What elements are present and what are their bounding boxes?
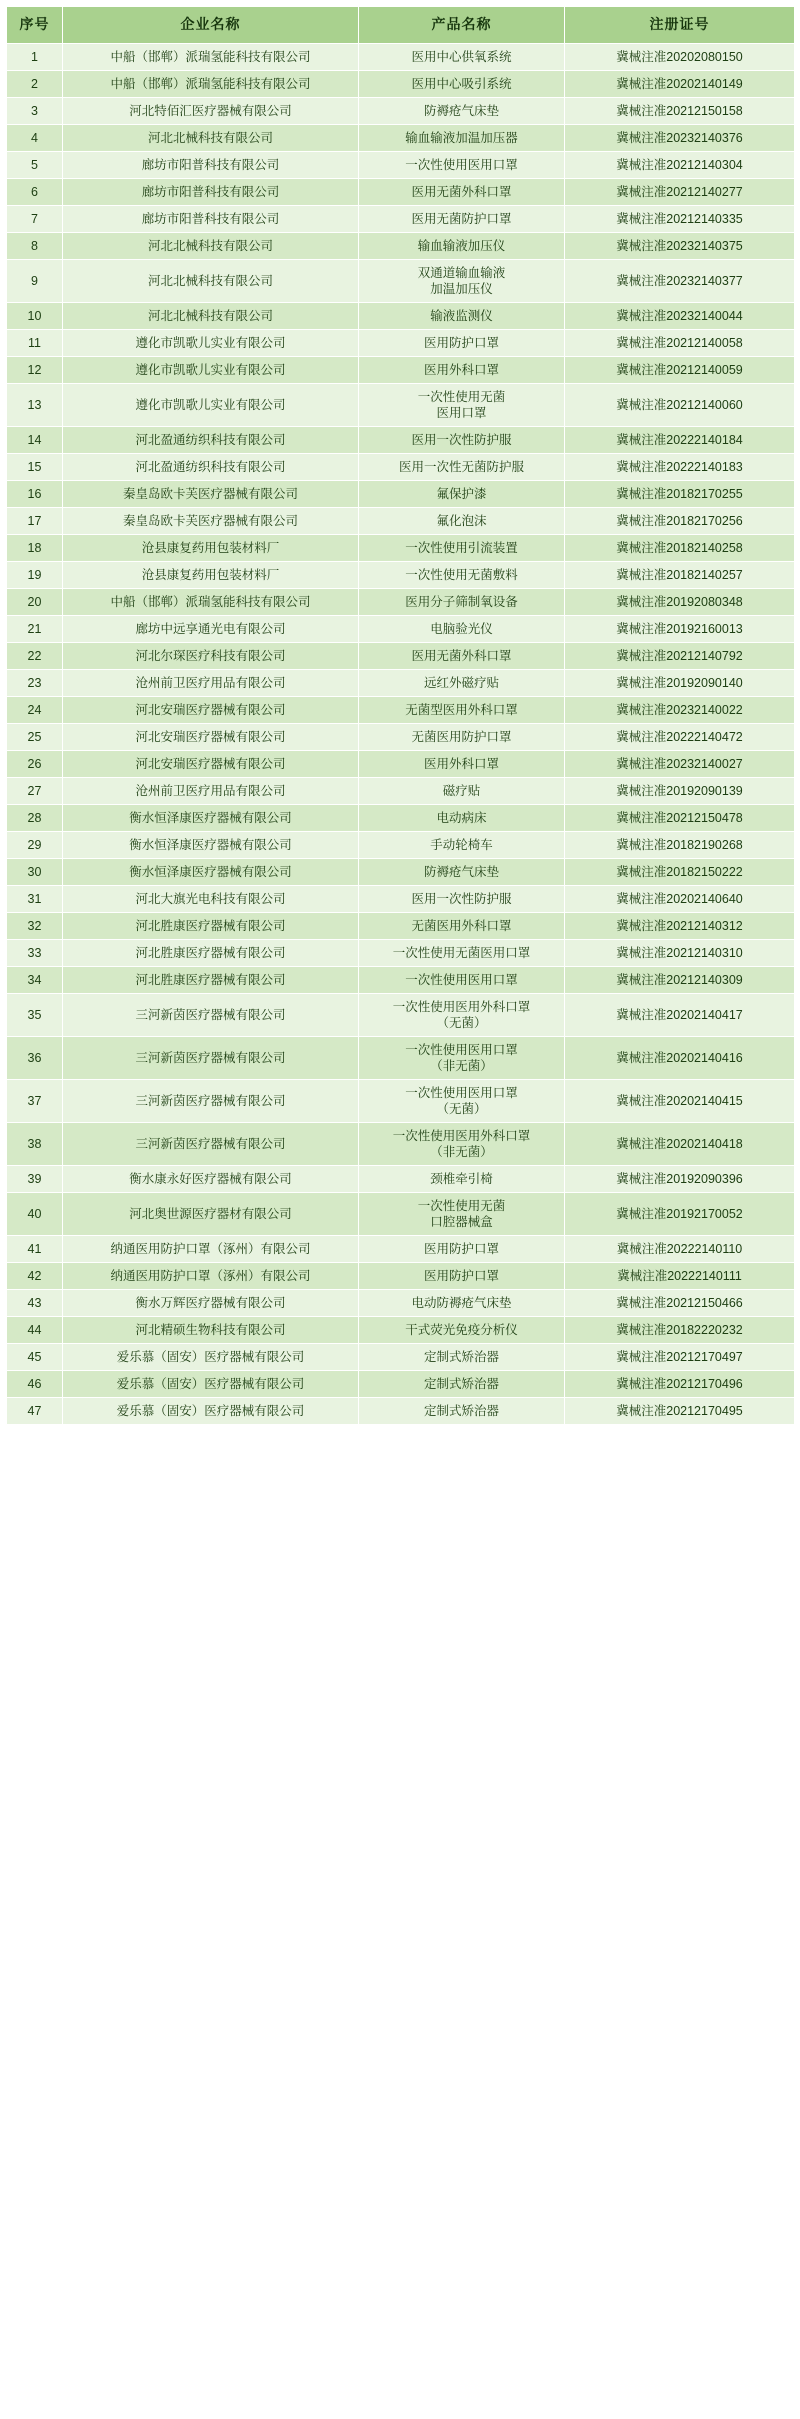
cell-index: 1 [7, 43, 63, 70]
cell-index: 36 [7, 1036, 63, 1079]
cell-registration-number: 冀械注准20182140258 [565, 534, 795, 561]
cell-registration-number: 冀械注准20202140149 [565, 70, 795, 97]
cell-index: 21 [7, 615, 63, 642]
table-header-row [7, 7, 795, 44]
cell-registration-number: 冀械注准20202140416 [565, 1036, 795, 1079]
cell-index: 43 [7, 1289, 63, 1316]
cell-product-name: 定制式矫治器 [359, 1370, 565, 1397]
cell-index: 37 [7, 1079, 63, 1122]
table-row [7, 1079, 795, 1122]
cell-index: 3 [7, 97, 63, 124]
cell-index: 22 [7, 642, 63, 669]
cell-company-name: 河北尔琛医疗科技有限公司 [63, 642, 359, 669]
cell-company-name: 河北特佰汇医疗器械有限公司 [63, 97, 359, 124]
table-row [7, 1165, 795, 1192]
cell-registration-number: 冀械注准20192170052 [565, 1192, 795, 1235]
cell-registration-number: 冀械注准20212150466 [565, 1289, 795, 1316]
cell-company-name: 廊坊市阳普科技有限公司 [63, 205, 359, 232]
cell-product-name: 一次性使用医用口罩 [359, 151, 565, 178]
table-row [7, 1122, 795, 1165]
cell-product-name: 医用一次性防护服 [359, 426, 565, 453]
cell-product-name: 磁疗贴 [359, 777, 565, 804]
cell-index: 30 [7, 858, 63, 885]
cell-company-name: 河北精硕生物科技有限公司 [63, 1316, 359, 1343]
cell-index: 42 [7, 1262, 63, 1289]
cell-company-name: 沧州前卫医疗用品有限公司 [63, 669, 359, 696]
cell-index: 35 [7, 993, 63, 1036]
table-row [7, 453, 795, 480]
cell-product-name: 一次性使用引流装置 [359, 534, 565, 561]
cell-registration-number: 冀械注准20212170497 [565, 1343, 795, 1370]
cell-registration-number: 冀械注准20182190268 [565, 831, 795, 858]
cell-registration-number: 冀械注准20212140312 [565, 912, 795, 939]
cell-product-name: 无菌型医用外科口罩 [359, 696, 565, 723]
cell-company-name: 河北北械科技有限公司 [63, 259, 359, 302]
cell-company-name: 遵化市凯歌儿实业有限公司 [63, 329, 359, 356]
table-row [7, 507, 795, 534]
cell-company-name: 河北胜康医疗器械有限公司 [63, 912, 359, 939]
cell-registration-number: 冀械注准20192160013 [565, 615, 795, 642]
cell-product-name: 输液监测仪 [359, 302, 565, 329]
medical-device-registration-table [6, 6, 795, 1425]
cell-index: 32 [7, 912, 63, 939]
cell-company-name: 衡水恒泽康医疗器械有限公司 [63, 831, 359, 858]
cell-registration-number: 冀械注准20212170496 [565, 1370, 795, 1397]
cell-registration-number: 冀械注准20182220232 [565, 1316, 795, 1343]
cell-registration-number: 冀械注准20212140792 [565, 642, 795, 669]
table-row [7, 750, 795, 777]
cell-index: 6 [7, 178, 63, 205]
cell-product-name: 防褥疮气床垫 [359, 858, 565, 885]
table-row [7, 480, 795, 507]
table-row [7, 302, 795, 329]
cell-product-name: 定制式矫治器 [359, 1397, 565, 1424]
cell-company-name: 河北盈通纺织科技有限公司 [63, 453, 359, 480]
cell-company-name: 爱乐慕（固安）医疗器械有限公司 [63, 1397, 359, 1424]
cell-index: 11 [7, 329, 63, 356]
cell-index: 19 [7, 561, 63, 588]
cell-registration-number: 冀械注准20212140310 [565, 939, 795, 966]
cell-product-name: 一次性使用无菌医用口罩 [359, 939, 565, 966]
cell-product-name: 医用分子筛制氧设备 [359, 588, 565, 615]
cell-product-name: 一次性使用医用口罩 （非无菌） [359, 1036, 565, 1079]
cell-product-name: 一次性使用医用外科口罩 （非无菌） [359, 1122, 565, 1165]
table-row [7, 642, 795, 669]
table-row [7, 885, 795, 912]
cell-company-name: 河北盈通纺织科技有限公司 [63, 426, 359, 453]
cell-index: 18 [7, 534, 63, 561]
table-row [7, 1370, 795, 1397]
cell-product-name: 一次性使用无菌敷料 [359, 561, 565, 588]
cell-company-name: 三河新茵医疗器械有限公司 [63, 993, 359, 1036]
cell-index: 29 [7, 831, 63, 858]
table-row [7, 205, 795, 232]
cell-registration-number: 冀械注准20202080150 [565, 43, 795, 70]
table-row [7, 178, 795, 205]
cell-product-name: 一次性使用医用口罩 [359, 966, 565, 993]
table-row [7, 43, 795, 70]
cell-company-name: 河北北械科技有限公司 [63, 302, 359, 329]
table-row [7, 356, 795, 383]
table-row [7, 70, 795, 97]
cell-product-name: 一次性使用无菌 口腔器械盒 [359, 1192, 565, 1235]
cell-index: 38 [7, 1122, 63, 1165]
cell-product-name: 定制式矫治器 [359, 1343, 565, 1370]
cell-company-name: 河北奥世源医疗器材有限公司 [63, 1192, 359, 1235]
cell-company-name: 纳通医用防护口罩（涿州）有限公司 [63, 1262, 359, 1289]
cell-index: 10 [7, 302, 63, 329]
cell-company-name: 河北大旗光电科技有限公司 [63, 885, 359, 912]
cell-index: 40 [7, 1192, 63, 1235]
cell-index: 31 [7, 885, 63, 912]
table-row [7, 1289, 795, 1316]
cell-company-name: 中船（邯郸）派瑞氢能科技有限公司 [63, 43, 359, 70]
cell-registration-number: 冀械注准20202140415 [565, 1079, 795, 1122]
cell-company-name: 中船（邯郸）派瑞氢能科技有限公司 [63, 70, 359, 97]
cell-registration-number: 冀械注准20182150222 [565, 858, 795, 885]
cell-registration-number: 冀械注准20192090140 [565, 669, 795, 696]
table-row [7, 912, 795, 939]
cell-registration-number: 冀械注准20182170256 [565, 507, 795, 534]
cell-company-name: 衡水康永好医疗器械有限公司 [63, 1165, 359, 1192]
cell-product-name: 氟化泡沫 [359, 507, 565, 534]
cell-registration-number: 冀械注准20232140376 [565, 124, 795, 151]
cell-registration-number: 冀械注准20232140027 [565, 750, 795, 777]
cell-product-name: 医用无菌防护口罩 [359, 205, 565, 232]
table-row [7, 426, 795, 453]
cell-company-name: 纳通医用防护口罩（涿州）有限公司 [63, 1235, 359, 1262]
table-row [7, 669, 795, 696]
column-header-index: 序号 [7, 7, 63, 44]
cell-index: 34 [7, 966, 63, 993]
table-row [7, 696, 795, 723]
cell-registration-number: 冀械注准20212140304 [565, 151, 795, 178]
table-row [7, 804, 795, 831]
table-row [7, 232, 795, 259]
cell-index: 13 [7, 383, 63, 426]
cell-index: 7 [7, 205, 63, 232]
cell-index: 27 [7, 777, 63, 804]
cell-index: 9 [7, 259, 63, 302]
table-row [7, 1343, 795, 1370]
cell-company-name: 沧县康复药用包装材料厂 [63, 561, 359, 588]
cell-company-name: 廊坊中远享通光电有限公司 [63, 615, 359, 642]
table-row [7, 1235, 795, 1262]
cell-registration-number: 冀械注准20222140472 [565, 723, 795, 750]
cell-company-name: 河北胜康医疗器械有限公司 [63, 966, 359, 993]
cell-company-name: 三河新茵医疗器械有限公司 [63, 1079, 359, 1122]
cell-index: 39 [7, 1165, 63, 1192]
table-row [7, 1316, 795, 1343]
cell-product-name: 医用中心供氧系统 [359, 43, 565, 70]
cell-product-name: 电脑验光仪 [359, 615, 565, 642]
table-row [7, 329, 795, 356]
cell-product-name: 一次性使用无菌 医用口罩 [359, 383, 565, 426]
cell-product-name: 手动轮椅车 [359, 831, 565, 858]
cell-registration-number: 冀械注准20202140417 [565, 993, 795, 1036]
cell-product-name: 双通道输血输液 加温加压仪 [359, 259, 565, 302]
cell-registration-number: 冀械注准20212140335 [565, 205, 795, 232]
cell-index: 33 [7, 939, 63, 966]
table-row [7, 993, 795, 1036]
cell-company-name: 廊坊市阳普科技有限公司 [63, 151, 359, 178]
cell-company-name: 秦皇岛欧卡芙医疗器械有限公司 [63, 507, 359, 534]
cell-product-name: 医用防护口罩 [359, 1235, 565, 1262]
cell-registration-number: 冀械注准20222140110 [565, 1235, 795, 1262]
table-row [7, 588, 795, 615]
table-row [7, 1397, 795, 1424]
table-row [7, 939, 795, 966]
cell-registration-number: 冀械注准20192090396 [565, 1165, 795, 1192]
cell-company-name: 廊坊市阳普科技有限公司 [63, 178, 359, 205]
table-row [7, 1262, 795, 1289]
table-row [7, 383, 795, 426]
table-row [7, 615, 795, 642]
cell-company-name: 衡水恒泽康医疗器械有限公司 [63, 858, 359, 885]
table-row [7, 259, 795, 302]
cell-index: 8 [7, 232, 63, 259]
cell-company-name: 爱乐慕（固安）医疗器械有限公司 [63, 1370, 359, 1397]
cell-company-name: 河北北械科技有限公司 [63, 124, 359, 151]
cell-index: 17 [7, 507, 63, 534]
cell-product-name: 医用一次性无菌防护服 [359, 453, 565, 480]
table-row [7, 534, 795, 561]
cell-registration-number: 冀械注准20182170255 [565, 480, 795, 507]
cell-index: 26 [7, 750, 63, 777]
cell-product-name: 一次性使用医用外科口罩 （无菌） [359, 993, 565, 1036]
cell-company-name: 衡水万辉医疗器械有限公司 [63, 1289, 359, 1316]
cell-registration-number: 冀械注准20212140060 [565, 383, 795, 426]
cell-index: 46 [7, 1370, 63, 1397]
cell-company-name: 沧州前卫医疗用品有限公司 [63, 777, 359, 804]
cell-index: 16 [7, 480, 63, 507]
cell-product-name: 远红外磁疗贴 [359, 669, 565, 696]
cell-registration-number: 冀械注准20212150158 [565, 97, 795, 124]
cell-company-name: 遵化市凯歌儿实业有限公司 [63, 383, 359, 426]
cell-registration-number: 冀械注准20222140111 [565, 1262, 795, 1289]
cell-product-name: 医用防护口罩 [359, 1262, 565, 1289]
table-row [7, 858, 795, 885]
cell-product-name: 医用无菌外科口罩 [359, 178, 565, 205]
cell-index: 47 [7, 1397, 63, 1424]
cell-company-name: 河北安瑞医疗器械有限公司 [63, 750, 359, 777]
cell-product-name: 医用无菌外科口罩 [359, 642, 565, 669]
cell-index: 20 [7, 588, 63, 615]
cell-index: 45 [7, 1343, 63, 1370]
cell-index: 25 [7, 723, 63, 750]
cell-product-name: 氟保护漆 [359, 480, 565, 507]
cell-company-name: 三河新茵医疗器械有限公司 [63, 1122, 359, 1165]
column-header-company: 企业名称 [63, 7, 359, 44]
cell-registration-number: 冀械注准20212140277 [565, 178, 795, 205]
cell-index: 28 [7, 804, 63, 831]
table-row [7, 723, 795, 750]
cell-registration-number: 冀械注准20232140375 [565, 232, 795, 259]
cell-registration-number: 冀械注准20232140022 [565, 696, 795, 723]
cell-product-name: 干式荧光免疫分析仪 [359, 1316, 565, 1343]
table-row [7, 1192, 795, 1235]
cell-product-name: 输血输液加温加压器 [359, 124, 565, 151]
table-header [7, 7, 795, 44]
cell-company-name: 爱乐慕（固安）医疗器械有限公司 [63, 1343, 359, 1370]
table-row [7, 97, 795, 124]
cell-registration-number: 冀械注准20192090139 [565, 777, 795, 804]
cell-company-name: 河北胜康医疗器械有限公司 [63, 939, 359, 966]
cell-registration-number: 冀械注准20182140257 [565, 561, 795, 588]
cell-index: 41 [7, 1235, 63, 1262]
table-row [7, 561, 795, 588]
cell-product-name: 防褥疮气床垫 [359, 97, 565, 124]
cell-product-name: 一次性使用医用口罩 （无菌） [359, 1079, 565, 1122]
cell-company-name: 三河新茵医疗器械有限公司 [63, 1036, 359, 1079]
cell-index: 12 [7, 356, 63, 383]
cell-registration-number: 冀械注准20212140059 [565, 356, 795, 383]
cell-index: 24 [7, 696, 63, 723]
cell-registration-number: 冀械注准20232140377 [565, 259, 795, 302]
cell-index: 4 [7, 124, 63, 151]
cell-registration-number: 冀械注准20212150478 [565, 804, 795, 831]
cell-product-name: 电动防褥疮气床垫 [359, 1289, 565, 1316]
cell-company-name: 中船（邯郸）派瑞氢能科技有限公司 [63, 588, 359, 615]
cell-index: 44 [7, 1316, 63, 1343]
cell-product-name: 医用外科口罩 [359, 750, 565, 777]
cell-registration-number: 冀械注准20202140418 [565, 1122, 795, 1165]
cell-registration-number: 冀械注准20212140309 [565, 966, 795, 993]
table-row [7, 124, 795, 151]
cell-company-name: 河北北械科技有限公司 [63, 232, 359, 259]
cell-product-name: 颈椎牵引椅 [359, 1165, 565, 1192]
column-header-cert: 注册证号 [565, 7, 795, 44]
cell-company-name: 衡水恒泽康医疗器械有限公司 [63, 804, 359, 831]
cell-company-name: 秦皇岛欧卡芙医疗器械有限公司 [63, 480, 359, 507]
cell-registration-number: 冀械注准20222140184 [565, 426, 795, 453]
column-header-product: 产品名称 [359, 7, 565, 44]
cell-index: 14 [7, 426, 63, 453]
table-row [7, 777, 795, 804]
table-row [7, 966, 795, 993]
cell-index: 23 [7, 669, 63, 696]
cell-product-name: 医用中心吸引系统 [359, 70, 565, 97]
cell-registration-number: 冀械注准20202140640 [565, 885, 795, 912]
cell-product-name: 医用一次性防护服 [359, 885, 565, 912]
cell-registration-number: 冀械注准20212170495 [565, 1397, 795, 1424]
cell-company-name: 河北安瑞医疗器械有限公司 [63, 723, 359, 750]
table-row [7, 151, 795, 178]
cell-registration-number: 冀械注准20212140058 [565, 329, 795, 356]
cell-index: 5 [7, 151, 63, 178]
cell-company-name: 河北安瑞医疗器械有限公司 [63, 696, 359, 723]
cell-product-name: 医用防护口罩 [359, 329, 565, 356]
cell-product-name: 无菌医用外科口罩 [359, 912, 565, 939]
cell-product-name: 无菌医用防护口罩 [359, 723, 565, 750]
cell-registration-number: 冀械注准20192080348 [565, 588, 795, 615]
cell-product-name: 电动病床 [359, 804, 565, 831]
cell-registration-number: 冀械注准20232140044 [565, 302, 795, 329]
cell-company-name: 遵化市凯歌儿实业有限公司 [63, 356, 359, 383]
cell-product-name: 输血输液加压仪 [359, 232, 565, 259]
cell-product-name: 医用外科口罩 [359, 356, 565, 383]
cell-company-name: 沧县康复药用包装材料厂 [63, 534, 359, 561]
table-body [7, 43, 795, 1424]
cell-index: 15 [7, 453, 63, 480]
table-row [7, 831, 795, 858]
table-row [7, 1036, 795, 1079]
cell-registration-number: 冀械注准20222140183 [565, 453, 795, 480]
cell-index: 2 [7, 70, 63, 97]
